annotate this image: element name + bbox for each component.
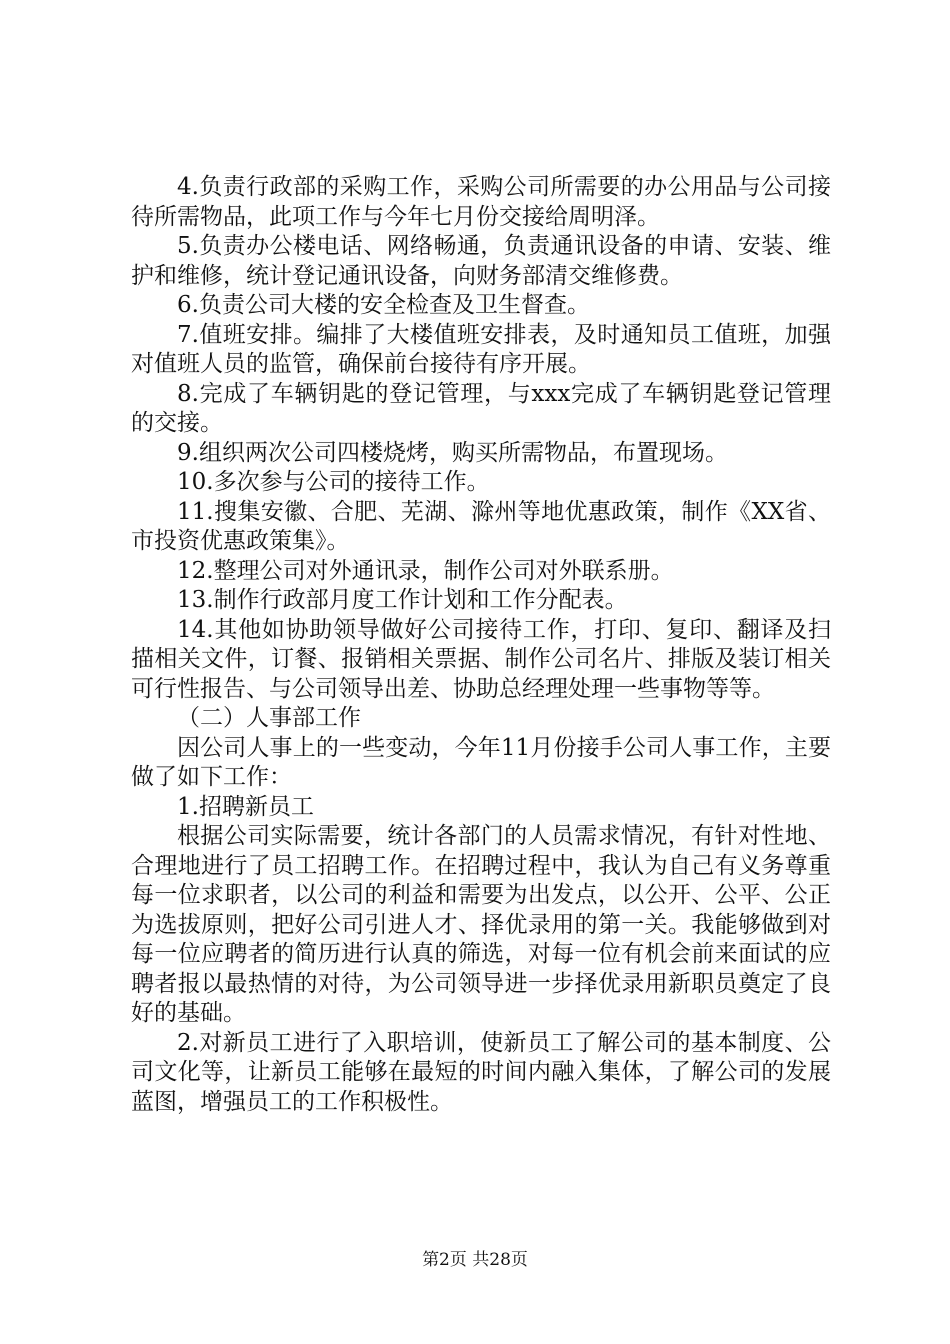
paragraph-item-12: 12.整理公司对外通讯录，制作公司对外联系册。: [177, 557, 674, 584]
paragraph-item-4: 4.负责行政部的采购工作，采购公司所需要的办公用品与公司接待所需物品，此项工作与今年七月份交接给周明泽。: [131, 174, 831, 230]
document-body: [131, 173, 831, 1117]
section-heading-hr: （二）人事部工作: [177, 705, 361, 731]
paragraph-item-13: 13.制作行政部月度工作计划和工作分配表。: [177, 587, 628, 613]
subheading-recruitment: 1.招聘新员工: [177, 793, 314, 820]
paragraph-recruitment: 根据公司实际需要，统计各部门的人员需求情况，有针对性地、合理地进行了员工招聘工作。在招聘过程中，我认为自己有义务尊重每一位求职者，以公司的利益和需要为出发点，以公开、公平、公正为选拔原则，把好公司引进人才、择优录用的第一关。我能够做到对每一位应聘者的简历进行认真的筛选，对每一位有机会前来面试的应聘者报以最热情的对待，为公司领导进一步择优录用新职员奠定了良好的基础。: [131, 823, 831, 1026]
paragraph-training: 2.对新员工进行了入职培训，使新员工了解公司的基本制度、公司文化等，让新员工能够在最短的时间内融入集体，了解公司的发展蓝图，增强员工的工作积极性。: [131, 1029, 831, 1115]
paragraph-item-10: 10.多次参与公司的接待工作。: [177, 469, 490, 495]
page-number-footer: 第2页 共28页: [422, 1250, 528, 1270]
paragraph-item-14: 14.其他如协助领导做好公司接待工作，打印、复印、翻译及扫描相关文件，订餐、报销相关票据、制作公司名片、排版及装订相关可行性报告、与公司领导出差、协助总经理处理一些事物等等。: [131, 616, 831, 702]
paragraph-item-8: 8.完成了车辆钥匙的登记管理，与xxx完成了车辆钥匙登记管理的交接。: [131, 380, 831, 436]
paragraph-item-11: 11.搜集安徽、合肥、芜湖、滁州等地优惠政策，制作《XX省、市投资优惠政策集》。: [131, 498, 831, 554]
paragraph-item-5: 5.负责办公楼电话、网络畅通，负责通讯设备的申请、安装、维护和维修，统计登记通讯设备，向财务部清交维修费。: [131, 233, 831, 289]
paragraph-hr-intro: 因公司人事上的一些变动，今年11月份接手公司人事工作，主要做了如下工作：: [131, 734, 831, 790]
paragraph-item-7: 7.值班安排。编排了大楼值班安排表，及时通知员工值班，加强对值班人员的监管，确保前台接待有序开展。: [131, 321, 831, 377]
paragraph-item-9: 9.组织两次公司四楼烧烤，购买所需物品，布置现场。: [177, 439, 728, 466]
paragraph-item-6: 6.负责公司大楼的安全检查及卫生督查。: [177, 292, 590, 318]
